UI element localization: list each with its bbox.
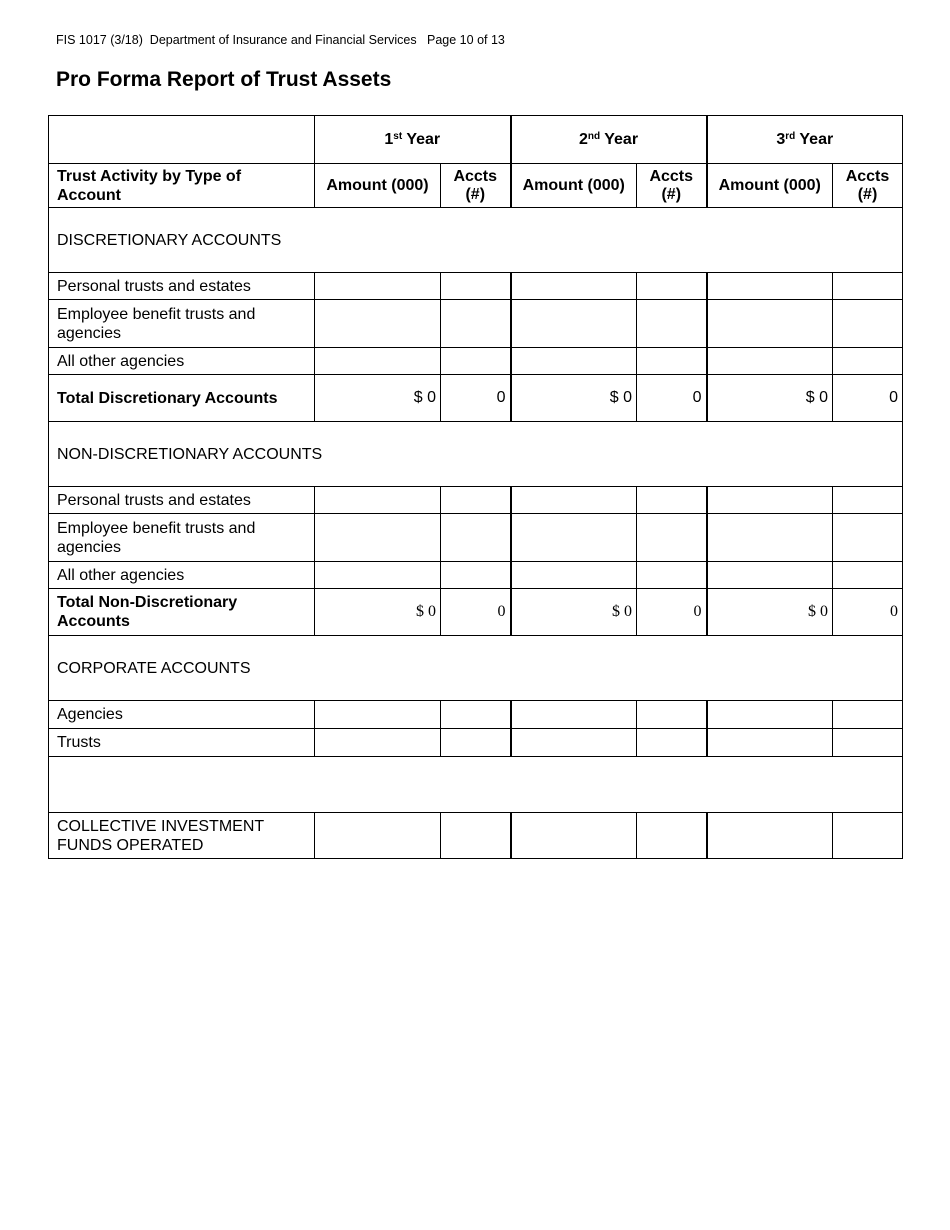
row-label: Trusts [49,729,315,757]
accts-cell[interactable] [441,562,511,589]
accts-cell[interactable] [833,813,903,859]
accts-cell[interactable] [833,273,903,300]
amount-cell[interactable] [707,487,833,514]
row-label: Agencies [49,701,315,729]
total-accts-year-1: 0 [441,375,511,422]
total-accts-year-1: 0 [441,589,511,636]
accts-cell[interactable] [833,701,903,729]
total-label: Total Non-Discretionary Accounts [49,589,315,636]
year-3-header: 3rd Year [707,116,903,164]
total-amount-year-3: $ 0 [707,375,833,422]
amount-cell[interactable] [511,729,637,757]
amount-header-year-3: Amount (000) [707,164,833,208]
accts-cell[interactable] [441,348,511,375]
table-row [49,487,903,514]
amount-cell[interactable] [707,729,833,757]
year-2-header: 2nd Year [511,116,707,164]
year-header-row [49,116,903,164]
row-label: Personal trusts and estates [49,273,315,300]
amount-cell[interactable] [511,348,637,375]
accts-cell[interactable] [637,273,707,300]
row-label: Personal trusts and estates [49,487,315,514]
amount-cell[interactable] [315,701,441,729]
accts-header-year-1: Accts (#) [441,164,511,208]
accts-header-year-3: Accts (#) [833,164,903,208]
amount-cell[interactable] [315,813,441,859]
table-row [49,300,903,348]
row-label-collective: COLLECTIVE INVESTMENT FUNDS OPERATED [49,813,315,859]
amount-cell[interactable] [315,562,441,589]
section-row [49,208,903,273]
table-row [49,273,903,300]
amount-cell[interactable] [315,514,441,562]
accts-cell[interactable] [441,701,511,729]
accts-cell[interactable] [833,514,903,562]
accts-cell[interactable] [441,729,511,757]
table-row [49,813,903,859]
total-row-non-discretionary [49,589,903,636]
total-amount-year-1: $ 0 [315,375,441,422]
total-amount-year-1: $ 0 [315,589,441,636]
row-label: All other agencies [49,562,315,589]
amount-cell[interactable] [315,348,441,375]
amount-cell[interactable] [315,729,441,757]
total-accts-year-2: 0 [637,375,707,422]
row-label: Employee benefit trusts and agencies [49,514,315,562]
total-accts-year-3: 0 [833,375,903,422]
column-header-row [49,164,903,208]
total-amount-year-2: $ 0 [511,589,637,636]
table-row [49,514,903,562]
total-accts-year-2: 0 [637,589,707,636]
accts-cell[interactable] [637,562,707,589]
accts-cell[interactable] [637,348,707,375]
section-heading-corporate: CORPORATE ACCOUNTS [49,636,903,701]
blank-cell [49,757,903,813]
row-label-header: Trust Activity by Type of Account [49,164,315,208]
total-row-discretionary [49,375,903,422]
amount-cell[interactable] [707,300,833,348]
section-row [49,636,903,701]
amount-header-year-1: Amount (000) [315,164,441,208]
accts-header-year-2: Accts (#) [637,164,707,208]
amount-cell[interactable] [707,514,833,562]
table-row [49,562,903,589]
accts-cell[interactable] [441,813,511,859]
total-label: Total Discretionary Accounts [49,375,315,422]
amount-cell[interactable] [707,562,833,589]
section-row [49,422,903,487]
accts-cell[interactable] [441,273,511,300]
corner-cell [49,116,315,164]
spacer-row [49,757,903,813]
accts-cell[interactable] [833,348,903,375]
accts-cell[interactable] [441,514,511,562]
total-amount-year-3: $ 0 [707,589,833,636]
amount-cell[interactable] [707,273,833,300]
accts-cell[interactable] [441,487,511,514]
amount-cell[interactable] [315,273,441,300]
amount-cell[interactable] [511,273,637,300]
table-row [49,729,903,757]
amount-cell[interactable] [511,514,637,562]
table-row [49,701,903,729]
accts-cell[interactable] [637,487,707,514]
total-accts-year-3: 0 [833,589,903,636]
accts-cell[interactable] [833,562,903,589]
accts-cell[interactable] [637,701,707,729]
total-amount-year-2: $ 0 [511,375,637,422]
amount-cell[interactable] [511,701,637,729]
trust-assets-table [48,115,903,859]
amount-cell[interactable] [511,562,637,589]
form-header: FIS 1017 (3/18) Department of Insurance and Financial Services Page 10 of 13 [56,33,505,47]
accts-cell[interactable] [833,487,903,514]
amount-cell[interactable] [511,813,637,859]
accts-cell[interactable] [833,729,903,757]
accts-cell[interactable] [637,813,707,859]
accts-cell[interactable] [637,729,707,757]
amount-cell[interactable] [315,300,441,348]
accts-cell[interactable] [637,300,707,348]
table-row [49,348,903,375]
amount-cell[interactable] [707,813,833,859]
year-1-header: 1st Year [315,116,511,164]
accts-cell[interactable] [833,300,903,348]
amount-cell[interactable] [511,300,637,348]
amount-cell[interactable] [511,487,637,514]
accts-cell[interactable] [637,514,707,562]
accts-cell[interactable] [441,300,511,348]
section-heading-non-discretionary: NON-DISCRETIONARY ACCOUNTS [49,422,903,487]
section-heading-discretionary: DISCRETIONARY ACCOUNTS [49,208,903,273]
amount-cell[interactable] [315,487,441,514]
row-label: All other agencies [49,348,315,375]
page-title: Pro Forma Report of Trust Assets [56,68,392,91]
row-label: Employee benefit trusts and agencies [49,300,315,348]
amount-cell[interactable] [707,701,833,729]
amount-header-year-2: Amount (000) [511,164,637,208]
amount-cell[interactable] [707,348,833,375]
